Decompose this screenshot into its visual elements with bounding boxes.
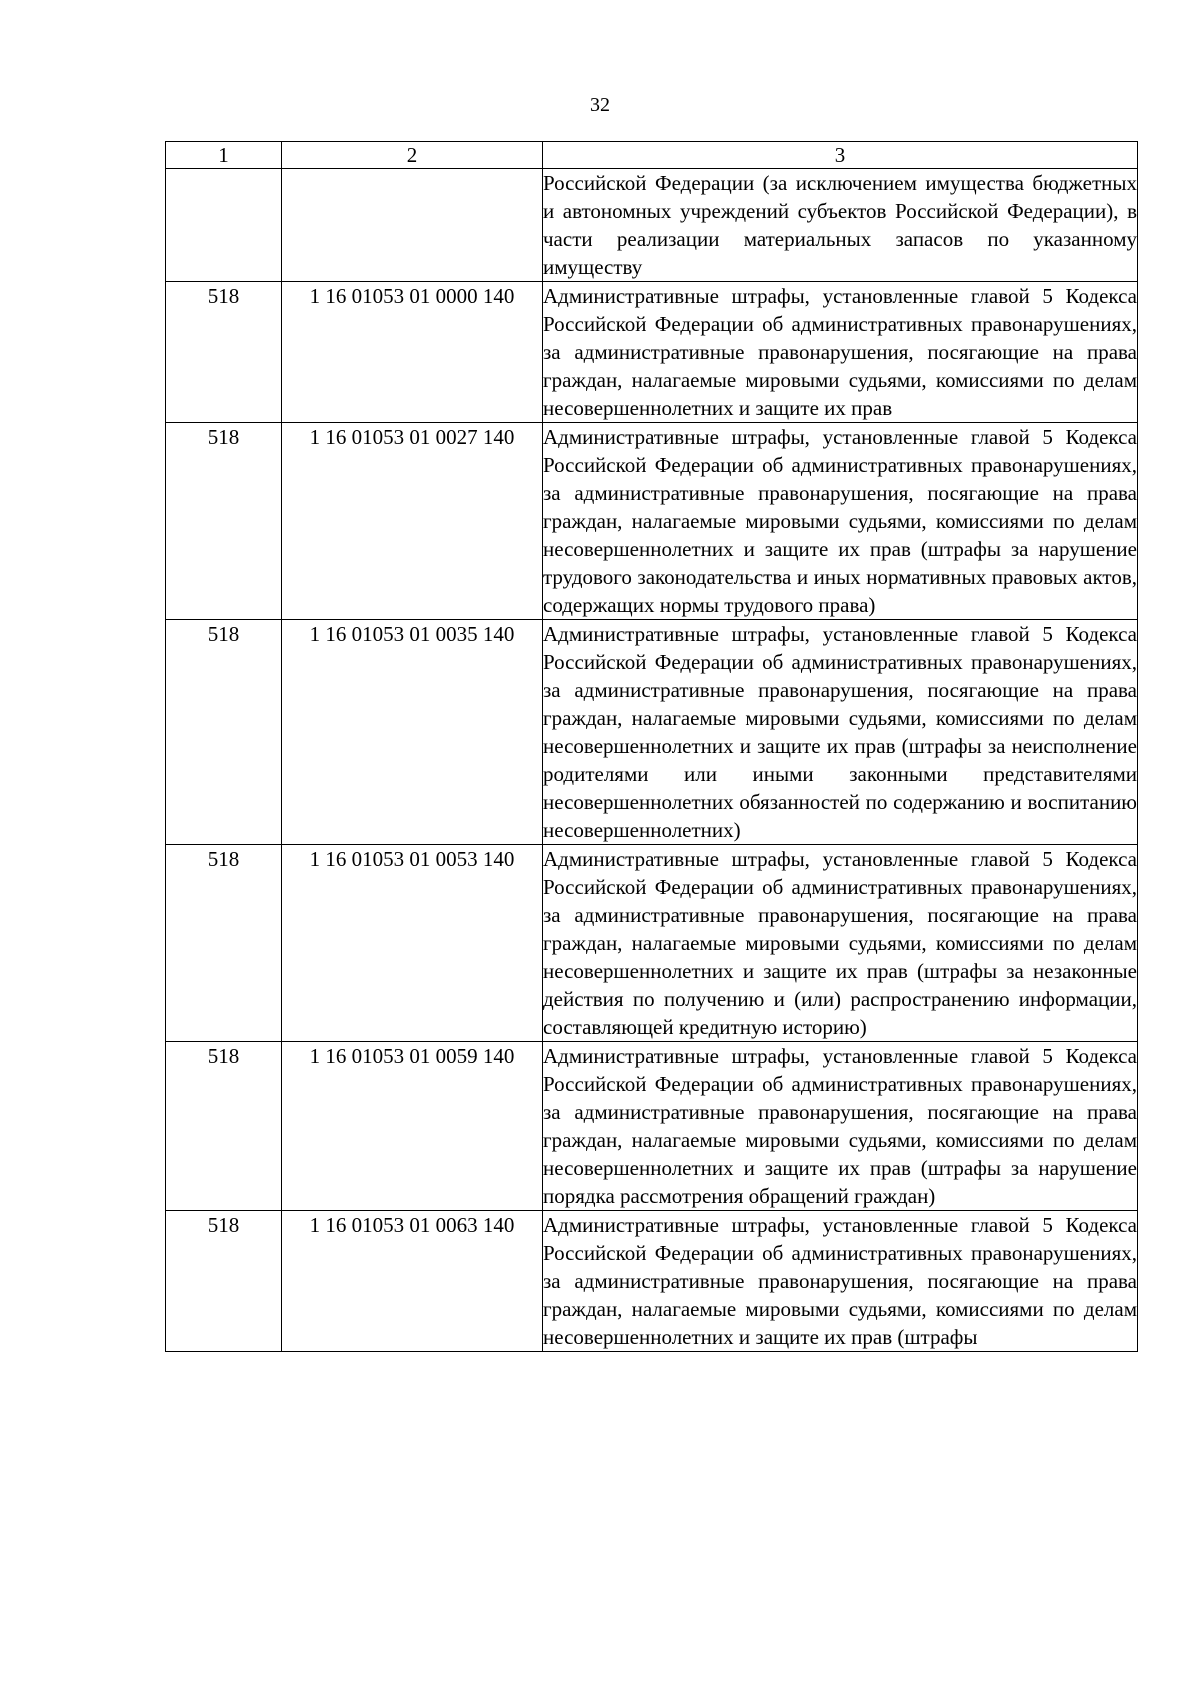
column-header-name: 3 bbox=[543, 142, 1138, 169]
admin-code-cell: 518 bbox=[166, 620, 282, 845]
admin-code-cell: 518 bbox=[166, 282, 282, 423]
revenue-name-cell: Административные штрафы, установленные главой 5 Кодекса Российской Федерации об административных правонарушениях, за административные правонарушения, посягающие на права граждан, налагаемые мировыми судьями, комиссиями по делам несовершеннолетних и защите их прав bbox=[543, 282, 1138, 423]
table-row bbox=[166, 423, 1138, 620]
revenue-name-cell: Административные штрафы, установленные главой 5 Кодекса Российской Федерации об административных правонарушениях, за административные правонарушения, посягающие на права граждан, налагаемые мировыми судьями, комиссиями по делам несовершеннолетних и защите их прав (штрафы за нарушение порядка рассмотрения обращений граждан) bbox=[543, 1042, 1138, 1211]
revenue-table bbox=[165, 141, 1138, 1352]
revenue-name-cell: Административные штрафы, установленные главой 5 Кодекса Российской Федерации об административных правонарушениях, за административные правонарушения, посягающие на права граждан, налагаемые мировыми судьями, комиссиями по делам несовершеннолетних и защите их прав (штрафы за незаконные действия по получению и (или) распространению информации, составляющей кредитную историю) bbox=[543, 845, 1138, 1042]
table-row bbox=[166, 845, 1138, 1042]
table-row bbox=[166, 620, 1138, 845]
admin-code-cell: 518 bbox=[166, 1042, 282, 1211]
kbk-code-cell: 1 16 01053 01 0027 140 bbox=[282, 423, 543, 620]
kbk-code-cell: 1 16 01053 01 0000 140 bbox=[282, 282, 543, 423]
revenue-name-cell: Российской Федерации (за исключением имущества бюджетных и автономных учреждений субъектов Российской Федерации), в части реализации материальных запасов по указанному имуществу bbox=[543, 169, 1138, 282]
revenue-name-cell: Административные штрафы, установленные главой 5 Кодекса Российской Федерации об административных правонарушениях, за административные правонарушения, посягающие на права граждан, налагаемые мировыми судьями, комиссиями по делам несовершеннолетних и защите их прав (штрафы за неисполнение родителями или иными законными представителями несовершеннолетних обязанностей по содержанию и воспитанию несовершеннолетних) bbox=[543, 620, 1138, 845]
kbk-code-cell: 1 16 01053 01 0059 140 bbox=[282, 1042, 543, 1211]
table-row bbox=[166, 1042, 1138, 1211]
revenue-name-cell: Административные штрафы, установленные главой 5 Кодекса Российской Федерации об административных правонарушениях, за административные правонарушения, посягающие на права граждан, налагаемые мировыми судьями, комиссиями по делам несовершеннолетних и защите их прав (штрафы за нарушение трудового законодательства и иных нормативных правовых актов, содержащих нормы трудового права) bbox=[543, 423, 1138, 620]
kbk-code-cell bbox=[282, 169, 543, 282]
kbk-code-cell: 1 16 01053 01 0053 140 bbox=[282, 845, 543, 1042]
admin-code-cell bbox=[166, 169, 282, 282]
admin-code-cell: 518 bbox=[166, 423, 282, 620]
column-header-kbk: 2 bbox=[282, 142, 543, 169]
admin-code-cell: 518 bbox=[166, 1211, 282, 1352]
revenue-name-cell: Административные штрафы, установленные главой 5 Кодекса Российской Федерации об административных правонарушениях, за административные правонарушения, посягающие на права граждан, налагаемые мировыми судьями, комиссиями по делам несовершеннолетних и защите их прав (штрафы bbox=[543, 1211, 1138, 1352]
page-number: 32 bbox=[590, 94, 610, 116]
kbk-code-cell: 1 16 01053 01 0063 140 bbox=[282, 1211, 543, 1352]
table-row bbox=[166, 282, 1138, 423]
table-row bbox=[166, 169, 1138, 282]
kbk-code-cell: 1 16 01053 01 0035 140 bbox=[282, 620, 543, 845]
table-header-row bbox=[166, 142, 1138, 169]
column-header-admin: 1 bbox=[166, 142, 282, 169]
table-row bbox=[166, 1211, 1138, 1352]
admin-code-cell: 518 bbox=[166, 845, 282, 1042]
